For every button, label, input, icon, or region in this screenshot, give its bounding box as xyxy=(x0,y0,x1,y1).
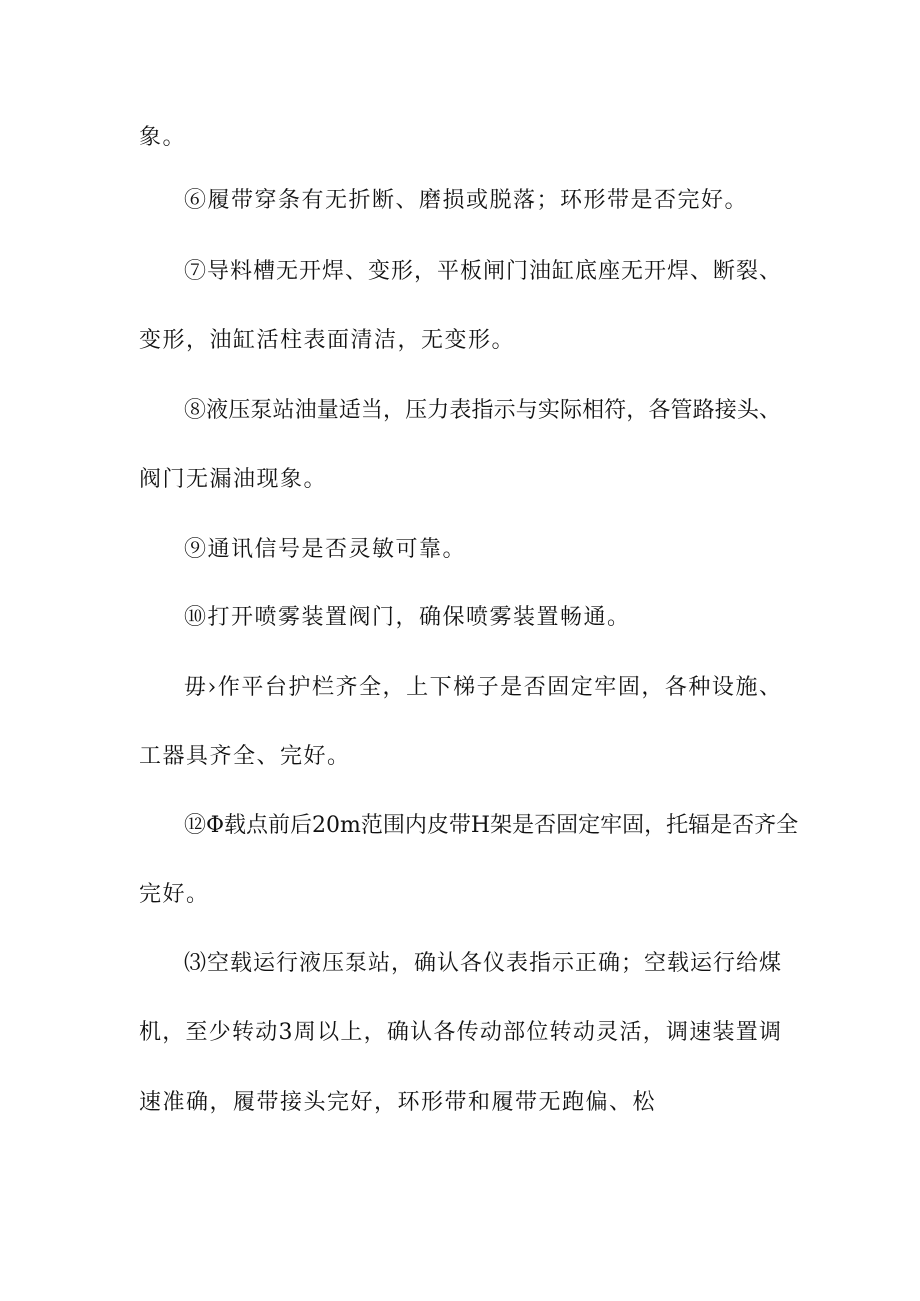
paragraph-line: ⑩打开喷雾装置阀门，确保喷雾装置畅通。 xyxy=(184,605,631,630)
paragraph-line: ⑶空载运行液压泵站，确认各仪表指示正确；空载运行给煤 xyxy=(184,951,781,976)
paragraph-line: ⑥履带穿条有无折断、磨损或脱落；环形带是否完好。 xyxy=(184,188,749,213)
paragraph-line: ⑫Φ载点前后20m范围内皮带H架是否固定牢固，托辐是否齐全 xyxy=(184,813,799,838)
paragraph-line: 工器具齐全、完好。 xyxy=(139,744,351,769)
paragraph-line: 象。 xyxy=(139,125,187,150)
paragraph-line: 阀门无漏油现象。 xyxy=(139,467,328,492)
paragraph-line: 机，至少转动3周以上，确认各传动部位转动灵活，调速装置调 xyxy=(139,1020,781,1045)
paragraph-line: 完好。 xyxy=(139,882,210,907)
paragraph-line: ⑦导料槽无开焊、变形，平板闸门油缸底座无开焊、断裂、 xyxy=(184,259,781,284)
paragraph-line: 速准确，履带接头完好，环形带和履带无跑偏、松 xyxy=(139,1090,657,1115)
paragraph-line: 毋›作平台护栏齐全，上下梯子是否固定牢固，各种设施、 xyxy=(184,675,781,700)
paragraph-line: ⑨通讯信号是否灵敏可靠。 xyxy=(184,537,467,562)
paragraph-line: 变形，油缸活柱表面清洁，无变形。 xyxy=(139,328,516,353)
paragraph-line: ⑧液压泵站油量适当，压力表指示与实际相符，各管路接头、 xyxy=(184,398,781,423)
